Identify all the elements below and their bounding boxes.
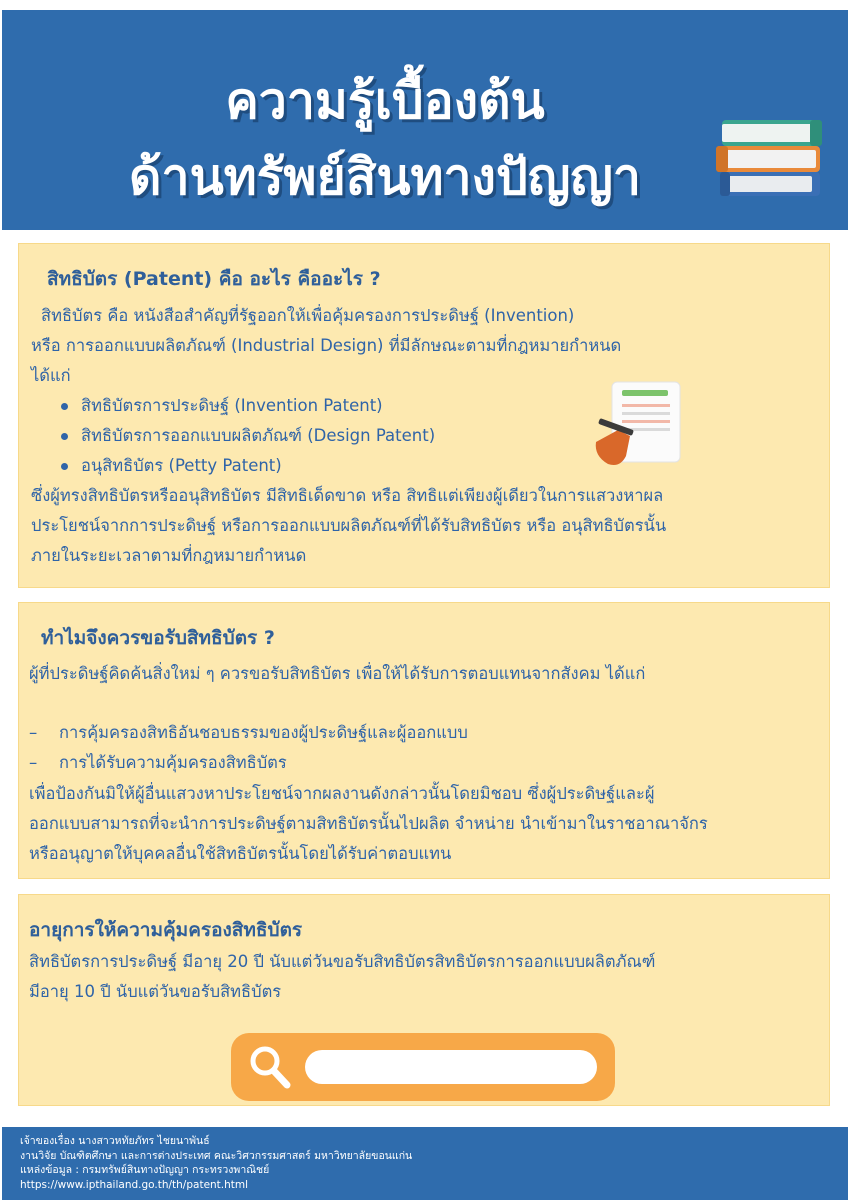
list-item: สิทธิบัตรการออกแบบผลิตภัณฑ์ (Design Patent) bbox=[59, 421, 435, 451]
section-heading-why: ทำไมจึงควรขอรับสิทธิบัตร ? bbox=[41, 627, 275, 649]
section-heading-patent: สิทธิบัตร (Patent) คือ อะไร คืออะไร ? bbox=[47, 268, 381, 290]
term-line-2: มีอายุ 10 ปี นับแต่วันขอรับสิทธิบัตร bbox=[29, 982, 282, 1001]
patent-intro-line-2: หรือ การออกแบบผลิตภัณฑ์ (Industrial Design) ที่มีลักษณะตามที่กฎหมายกำหนด bbox=[31, 336, 622, 355]
patent-closing-line-3: ภายในระยะเวลาตามที่กฎหมายกำหนด bbox=[31, 546, 307, 565]
footer-owner: เจ้าของเรื่อง นางสาวหทัยภัทร ไชยนาพันธ์ bbox=[20, 1135, 210, 1147]
search-input[interactable] bbox=[305, 1050, 597, 1084]
patent-intro-line-1: สิทธิบัตร คือ หนังสือสำคัญที่รัฐออกให้เพื่อคุ้มครองการประดิษฐ์ (Invention) bbox=[41, 306, 575, 325]
footer-credits bbox=[2, 1127, 848, 1200]
why-intro: ผู้ที่ประดิษฐ์คิดค้นสิ่งใหม่ ๆ ควรขอรับสิทธิบัตร เพื่อให้ได้รับการตอบแทนจากสังคม ได้แก่ bbox=[29, 664, 646, 683]
header-banner bbox=[2, 10, 848, 230]
patent-closing-line-2: ประโยชน์จากการประดิษฐ์ หรือการออกแบบผลิตภัณฑ์ที่ได้รับสิทธิบัตร หรือ อนุสิทธิบัตรนั้น bbox=[31, 516, 667, 535]
why-closing-line-2: ออกแบบสามารถที่จะนำการประดิษฐ์ตามสิทธิบัตรนั้นไปผลิต จำหน่าย นำเข้ามาในราชอาณาจักร bbox=[29, 814, 708, 833]
page-title-line1: ความรู้เบื้องต้น bbox=[225, 72, 545, 130]
list-item: สิทธิบัตรการประดิษฐ์ (Invention Patent) bbox=[59, 391, 435, 421]
why-closing-line-3: หรืออนุญาตให้บุคคลอื่นใช้สิทธิบัตรนั้นโดยได้รับค่าตอบแทน bbox=[29, 844, 452, 863]
why-closing-line-1: เพื่อป้องกันมิให้ผู้อื่นแสวงหาประโยชน์จากผลงานดังกล่าวนั้นโดยมิชอบ ซึ่งผู้ประดิษฐ์และผู้ bbox=[29, 784, 655, 803]
patent-intro-line-3: ได้แก่ bbox=[31, 366, 71, 385]
page-title-line2: ด้านทรัพย์สินทางปัญญา bbox=[129, 148, 641, 206]
list-item: – การคุ้มครองสิทธิอันชอบธรรมของผู้ประดิษฐ์และผู้ออกแบบ bbox=[29, 718, 468, 748]
search-bar[interactable] bbox=[231, 1033, 615, 1101]
section-heading-term: อายุการให้ความคุ้มครองสิทธิบัตร bbox=[29, 919, 303, 941]
why-patent-card bbox=[18, 602, 830, 879]
footer-source-link[interactable]: https://www.ipthailand.go.th/th/patent.html bbox=[20, 1178, 249, 1191]
list-item: – การได้รับความคุ้มครองสิทธิบัตร bbox=[29, 748, 468, 778]
term-line-1: สิทธิบัตรการประดิษฐ์ มีอายุ 20 ปี นับแต่วันขอรับสิทธิบัตรสิทธิบัตรการออกแบบผลิตภัณฑ์ bbox=[29, 952, 656, 971]
footer-department: งานวิจัย บัณฑิตศึกษา และการต่างประเทศ คณะวิศวกรรมศาสตร์ มหาวิทยาลัยขอนแก่น bbox=[20, 1149, 413, 1162]
document-signing-icon bbox=[590, 380, 684, 472]
patent-types-list bbox=[59, 391, 435, 481]
why-benefits-list bbox=[29, 718, 468, 778]
search-icon[interactable] bbox=[247, 1043, 293, 1091]
books-stack-icon bbox=[714, 110, 826, 202]
list-item: อนุสิทธิบัตร (Petty Patent) bbox=[59, 451, 435, 481]
patent-closing-line-1: ซึ่งผู้ทรงสิทธิบัตรหรืออนุสิทธิบัตร มีสิทธิเด็ดขาด หรือ สิทธิแต่เพียงผู้เดียวในการแสวงหาผล bbox=[31, 486, 664, 505]
patent-definition-card bbox=[18, 243, 830, 588]
footer-source: แหล่งข้อมูล : กรมทรัพย์สินทางปัญญา กระทรวงพาณิชย์ bbox=[20, 1164, 270, 1176]
